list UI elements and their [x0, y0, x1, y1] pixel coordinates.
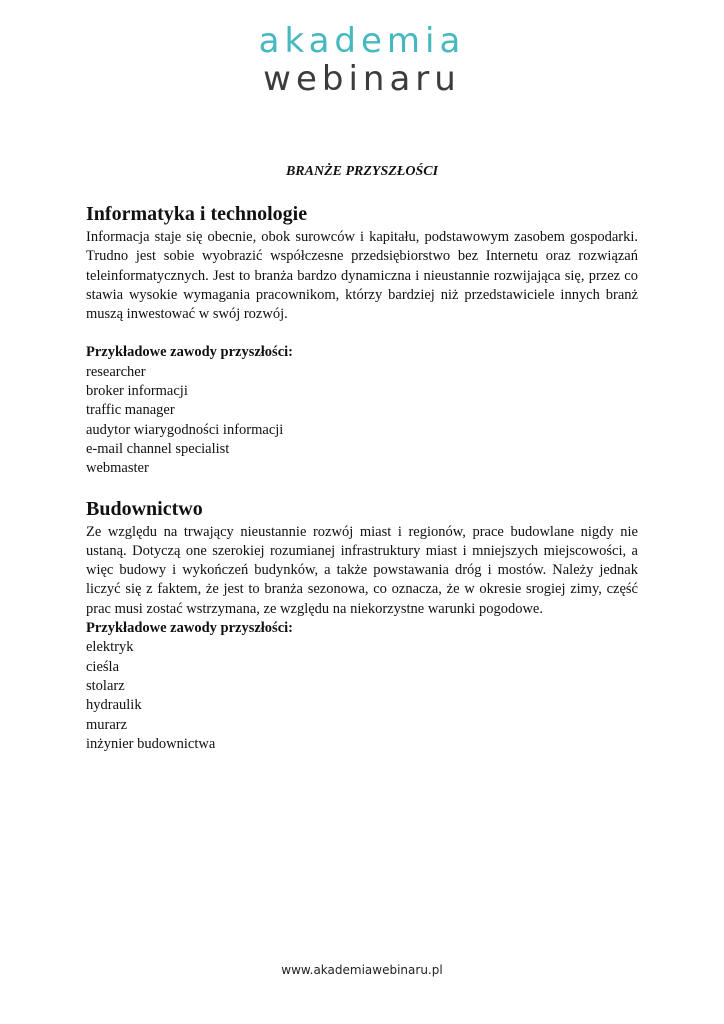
list-item: e-mail channel specialist: [86, 440, 230, 457]
list-item: cieśla: [86, 658, 120, 675]
section-budownictwo: [86, 495, 638, 755]
spacer: [86, 479, 638, 495]
jobs-label: Przykładowe zawody przyszłości:: [86, 620, 293, 637]
list-item: webmaster: [86, 460, 149, 477]
logo-text-webinaru: webinaru: [263, 59, 461, 99]
jobs-list: [86, 638, 638, 754]
footer-url: www.akademiawebinaru.pl: [281, 963, 443, 977]
section-paragraph: Ze względu na trwający nieustannie rozwój miast i regionów, prace budowlane nigdy nie ustaną. Dotyczą one szerokiej rozumianej infrastruktury miast i mniejszych miejscowości, a więc budowy i wykończeń budynków, a także powstawania dróg i mostów. Należy jednak liczyć się z faktem, że jest to branża sezonowa, co oznacza, że w okresie srogiej zimy, część prac musi zostać wstrzymana, ze względu na niekorzystne warunki pogodowe.: [86, 523, 638, 617]
jobs-label: Przykładowe zawody przyszłości:: [86, 344, 293, 361]
list-item: traffic manager: [86, 402, 175, 419]
jobs-list: [86, 363, 638, 479]
section-heading: Informatyka i technologie: [86, 203, 308, 225]
list-item: elektryk: [86, 639, 134, 656]
document-body: [86, 200, 638, 754]
list-item: audytor wiarygodności informacji: [86, 421, 284, 438]
list-item: broker informacji: [86, 383, 188, 400]
list-item: hydraulik: [86, 697, 142, 714]
logo: [0, 21, 724, 99]
section-heading: Budownictwo: [86, 497, 203, 520]
list-item: murarz: [86, 716, 128, 733]
spacer: [86, 324, 638, 343]
logo-text-akademia: akademia: [258, 21, 466, 61]
list-item: stolarz: [86, 677, 125, 694]
list-item: inżynier budownictwa: [86, 735, 216, 752]
section-paragraph: Informacja staje się obecnie, obok surowców i kapitału, podstawowym zasobem gospodarki. Trudno jest sobie wyobrazić współczesne przedsiębiorstwo bez Internetu oraz rozwiązań teleinformatycznych. Jest to branża bardzo dynamiczna i nieustannie rozwijająca się, przez co stawia wysokie wymagania pracownikom, którzy bardziej niż przedstawiciele innych branż muszą inwestować w swój rozwój.: [86, 229, 638, 323]
list-item: researcher: [86, 363, 146, 380]
section-informatyka: [86, 200, 638, 479]
document-title: BRANŻE PRZYSZŁOŚCI: [285, 164, 439, 179]
